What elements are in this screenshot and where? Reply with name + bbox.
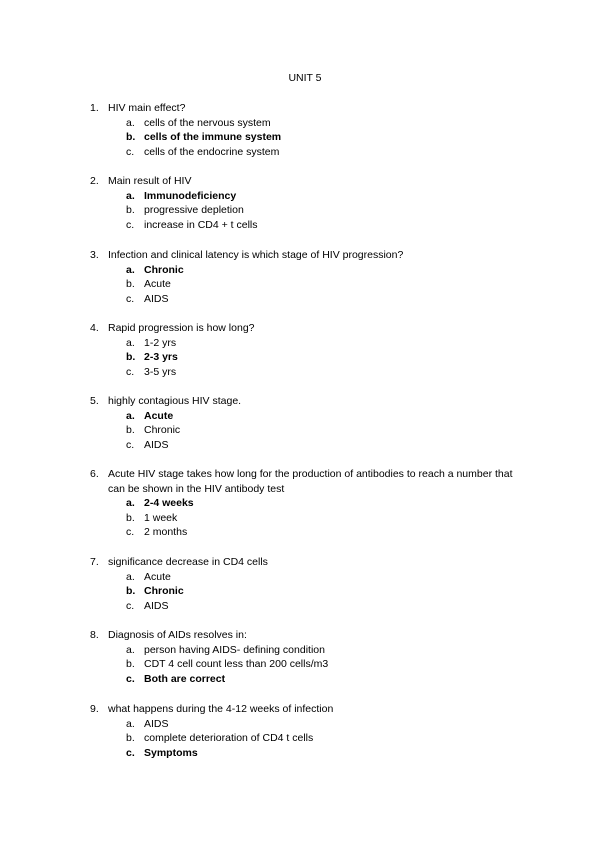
option-text: CDT 4 cell count less than 200 cells/m3 bbox=[144, 658, 329, 671]
answer-option bbox=[126, 717, 530, 732]
option-letter: b. bbox=[126, 732, 135, 745]
question-number: 1. bbox=[90, 102, 99, 114]
option-text: progressive depletion bbox=[144, 204, 244, 217]
option-text: complete deterioration of CD4 t cells bbox=[144, 732, 314, 745]
option-text: Chronic bbox=[144, 424, 181, 437]
answer-option bbox=[126, 292, 530, 307]
option-text: AIDS bbox=[144, 438, 169, 451]
option-text: AIDS bbox=[144, 292, 169, 305]
question-number: 4. bbox=[90, 322, 99, 334]
option-text: Acute bbox=[144, 570, 171, 583]
correct-answer-option bbox=[126, 672, 530, 687]
option-text: Acute bbox=[144, 409, 174, 422]
option-letter: b. bbox=[126, 278, 135, 291]
option-letter: b. bbox=[126, 131, 136, 144]
option-text: person having AIDS- defining condition bbox=[144, 643, 325, 656]
answer-options bbox=[126, 116, 530, 160]
question-2 bbox=[90, 174, 530, 232]
question-stem: Diagnosis of AIDs resolves in: bbox=[108, 629, 247, 641]
answer-option bbox=[126, 438, 530, 453]
option-letter: a. bbox=[126, 643, 135, 656]
option-text: 1-2 yrs bbox=[144, 336, 177, 349]
option-letter: c. bbox=[126, 526, 135, 539]
answer-option bbox=[126, 525, 530, 540]
option-letter: a. bbox=[126, 409, 135, 422]
answer-option bbox=[126, 423, 530, 438]
question-number: 5. bbox=[90, 395, 99, 407]
option-text: 2-3 yrs bbox=[144, 351, 178, 364]
option-letter: c. bbox=[126, 218, 135, 231]
question-5 bbox=[90, 394, 530, 452]
correct-answer-option bbox=[126, 409, 530, 424]
correct-answer-option bbox=[126, 746, 530, 761]
answer-option bbox=[126, 599, 530, 614]
option-text: cells of the nervous system bbox=[144, 116, 271, 129]
question-stem: highly contagious HIV stage. bbox=[108, 395, 242, 407]
answer-options bbox=[126, 189, 530, 233]
page-title: UNIT 5 bbox=[288, 72, 322, 84]
question-6 bbox=[90, 467, 530, 540]
answer-option bbox=[126, 336, 530, 351]
answer-option bbox=[126, 116, 530, 131]
question-number: 2. bbox=[90, 175, 99, 187]
answer-options bbox=[126, 643, 530, 687]
option-text: Chronic bbox=[144, 263, 184, 276]
option-letter: a. bbox=[126, 189, 135, 202]
question-number: 8. bbox=[90, 629, 99, 641]
option-letter: a. bbox=[126, 116, 135, 129]
option-text: 1 week bbox=[144, 511, 178, 524]
question-4 bbox=[90, 321, 530, 379]
question-number: 9. bbox=[90, 703, 99, 715]
option-text: Acute bbox=[144, 278, 171, 291]
answer-options bbox=[126, 336, 530, 380]
answer-option bbox=[126, 731, 530, 746]
option-letter: b. bbox=[126, 658, 135, 671]
question-7 bbox=[90, 555, 530, 613]
option-text: 3-5 yrs bbox=[144, 365, 177, 378]
option-letter: c. bbox=[126, 365, 135, 378]
answer-option bbox=[126, 643, 530, 658]
answer-option bbox=[126, 218, 530, 233]
answer-options bbox=[126, 717, 530, 761]
option-letter: c. bbox=[126, 292, 135, 305]
option-letter: a. bbox=[126, 336, 135, 349]
option-text: 2 months bbox=[144, 526, 188, 539]
option-text: cells of the immune system bbox=[144, 131, 282, 144]
option-letter: b. bbox=[126, 511, 135, 524]
question-stem: significance decrease in CD4 cells bbox=[108, 556, 268, 568]
question-stem: HIV main effect? bbox=[108, 102, 186, 114]
question-number: 3. bbox=[90, 249, 99, 261]
option-letter: a. bbox=[126, 717, 135, 730]
question-stem: Infection and clinical latency is which stage of HIV progression? bbox=[108, 249, 404, 261]
option-letter: c. bbox=[126, 599, 135, 612]
question-1 bbox=[90, 101, 530, 159]
option-text: Chronic bbox=[144, 585, 184, 598]
correct-answer-option bbox=[126, 189, 530, 204]
answer-options bbox=[126, 263, 530, 307]
option-letter: a. bbox=[126, 263, 135, 276]
answer-options bbox=[126, 496, 530, 540]
option-text: Both are correct bbox=[144, 672, 226, 685]
option-text: increase in CD4 + t cells bbox=[144, 218, 258, 231]
question-stem: Acute HIV stage takes how long for the production of antibodies to reach a number that can be shown in the HIV antibody test bbox=[108, 468, 513, 495]
option-letter: c. bbox=[126, 145, 135, 158]
question-stem: Main result of HIV bbox=[108, 175, 192, 187]
answer-option bbox=[126, 570, 530, 585]
answer-options bbox=[126, 409, 530, 453]
option-letter: a. bbox=[126, 497, 135, 510]
answer-option bbox=[126, 365, 530, 380]
question-number: 6. bbox=[90, 468, 99, 480]
option-text: AIDS bbox=[144, 717, 169, 730]
answer-option bbox=[126, 277, 530, 292]
answer-option bbox=[126, 511, 530, 526]
option-letter: b. bbox=[126, 424, 135, 437]
answer-option bbox=[126, 145, 530, 160]
correct-answer-option bbox=[126, 263, 530, 278]
option-letter: c. bbox=[126, 746, 135, 759]
question-8 bbox=[90, 628, 530, 686]
question-number: 7. bbox=[90, 556, 99, 568]
correct-answer-option bbox=[126, 496, 530, 511]
correct-answer-option bbox=[126, 350, 530, 365]
option-text: Symptoms bbox=[144, 746, 198, 759]
question-stem: what happens during the 4-12 weeks of infection bbox=[108, 703, 334, 715]
option-text: 2-4 weeks bbox=[144, 497, 194, 510]
option-letter: c. bbox=[126, 438, 135, 451]
answer-option bbox=[126, 203, 530, 218]
option-letter: b. bbox=[126, 204, 135, 217]
answer-option bbox=[126, 657, 530, 672]
option-letter: c. bbox=[126, 672, 135, 685]
option-letter: b. bbox=[126, 351, 136, 364]
question-9 bbox=[90, 702, 530, 760]
question-stem: Rapid progression is how long? bbox=[108, 322, 255, 334]
correct-answer-option bbox=[126, 130, 530, 145]
option-text: cells of the endocrine system bbox=[144, 145, 280, 158]
option-letter: a. bbox=[126, 570, 135, 583]
option-text: AIDS bbox=[144, 599, 169, 612]
option-text: Immunodeficiency bbox=[144, 189, 237, 202]
answer-options bbox=[126, 570, 530, 614]
option-letter: b. bbox=[126, 585, 136, 598]
question-3 bbox=[90, 248, 530, 306]
correct-answer-option bbox=[126, 584, 530, 599]
